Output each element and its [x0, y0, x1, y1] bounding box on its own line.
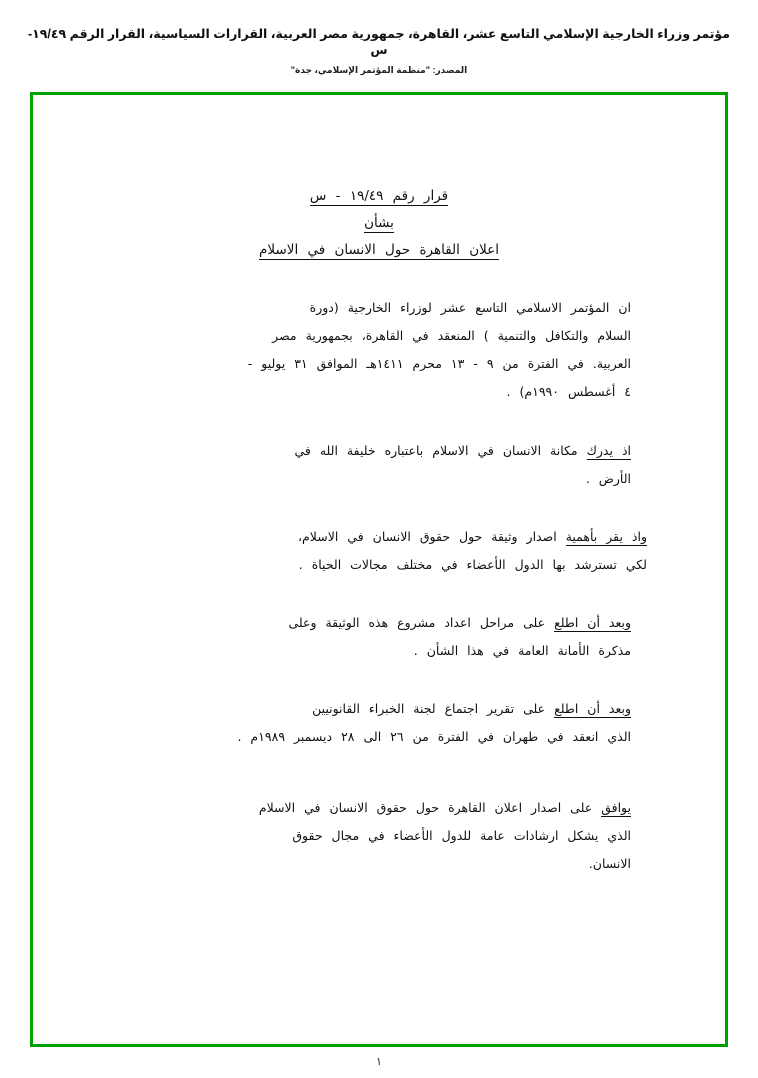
subject-line [111, 237, 647, 264]
regarding-line [111, 210, 647, 237]
paragraph-line: ٤ أغسطس ١٩٩٠م) . [506, 384, 631, 400]
paragraph-preamble [111, 294, 647, 407]
paragraph-clause-2 [111, 523, 647, 579]
resolution-heading-block [111, 183, 647, 264]
paragraph-line: العربية. في الفترة من ٩ - ١٣ محرم ١٤١١هـ الموافق ٣١ يوليو - [247, 356, 631, 372]
paragraph-line: الذي انعقد في طهران في الفترة من ٢٦ الى ٢٨ ديسمبر ١٩٨٩م . [237, 729, 631, 745]
resolution-number-text: قرار رقم ١٩/٤٩ - س [309, 188, 449, 204]
paragraph-line: الذي يشكل ارشادات عامة للدول الأعضاء في مجال حقوق [292, 827, 631, 843]
body-paragraphs [111, 294, 647, 878]
paragraph-line: الأرض . [585, 470, 631, 486]
paragraph-line: الانسان. [588, 855, 631, 871]
document-body [33, 95, 725, 1044]
paragraph-clause-4 [111, 695, 647, 751]
paragraph-line: واذ يقر بأهمية اصدار وثيقة حول حقوق الانسان في الاسلام، [298, 528, 647, 544]
paragraph-operative [111, 794, 647, 878]
paragraph-line: اذ يدرك مكانة الانسان في الاسلام باعتباره خليفة الله في [294, 442, 631, 458]
paragraph-line: وبعد أن اطلع على مراحل اعداد مشروع هذه الوثيقة وعلى [288, 615, 631, 630]
paragraph-line: وبعد أن اطلع على تقرير اجتماع لجنة الخبراء القانونيين [312, 701, 631, 717]
paragraph-line: ان المؤتمر الاسلامي التاسع عشر لوزراء الخارجية (دورة [309, 300, 631, 315]
page-number: ١ [376, 1055, 382, 1068]
document-header [0, 0, 758, 76]
paragraph-clause-3 [111, 609, 647, 665]
regarding-text: بشأن [364, 215, 394, 231]
subject-text: اعلان القاهرة حول الانسان في الاسلام [259, 242, 499, 258]
paragraph-line: مذكرة الأمانة العامة في هذا الشأن . [413, 643, 631, 659]
paragraph-clause-1 [111, 437, 647, 493]
header-source: المصدر: "منظمة المؤتمر الإسلامي، جدة" [290, 64, 468, 75]
paragraph-line: لكي تسترشد بها الدول الأعضاء في مختلف مجالات الحياة . [298, 556, 647, 572]
header-title: مؤتمر وزراء الخارجية الإسلامي التاسع عشر، القاهرة، جمهورية مصر العربية، القرارات السياسية، القرار الرقم ١٩/٤٩-س [28, 27, 730, 58]
resolution-number-line [111, 183, 647, 210]
paragraph-line: يوافق على اصدار اعلان القاهرة حول حقوق الانسان في الاسلام [258, 799, 631, 815]
page-border-frame [30, 92, 728, 1047]
paragraph-line: السلام والتكافل والتنمية ) المنعقد في القاهرة، بجمهورية مصر [272, 328, 631, 344]
